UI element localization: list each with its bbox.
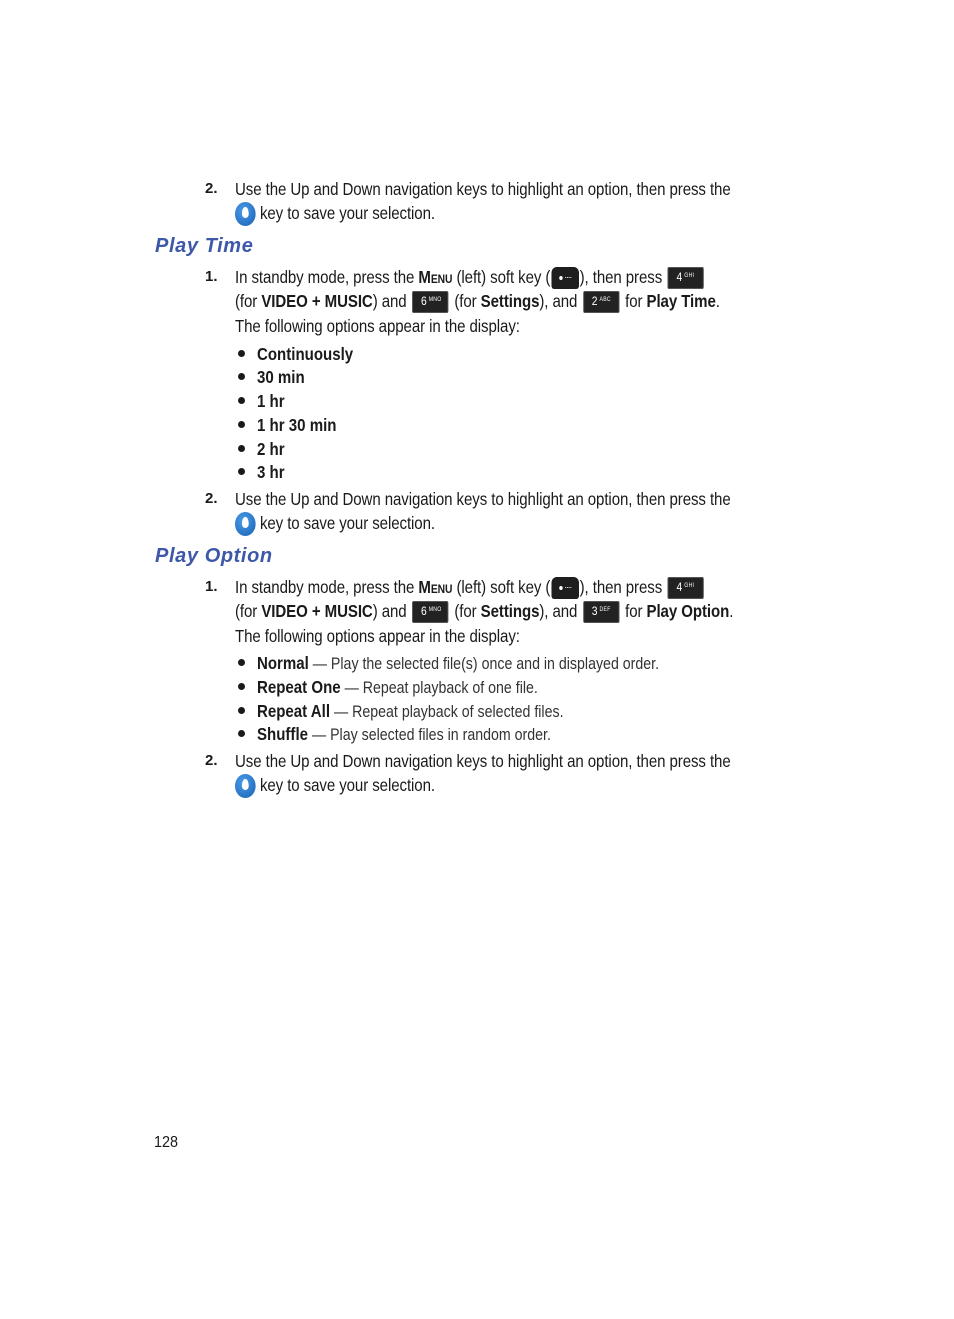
step-text: The following options appear in the display:: [235, 626, 520, 646]
bullet-icon: [238, 373, 245, 380]
section-heading-play-option: Play Option: [155, 545, 273, 567]
bullet-icon: [238, 707, 245, 714]
page-number: 128: [154, 1134, 179, 1151]
step-number: 1.: [205, 578, 218, 595]
option-item: Normal — Play the selected file(s) once and in displayed order.: [257, 653, 660, 673]
option-item: Continuously: [257, 344, 354, 364]
step-text: In standby mode, press the Menu (left) soft key ( ), then press 4 GHI: [235, 266, 706, 289]
bullet-icon: [238, 683, 245, 690]
bullet-icon: [238, 397, 245, 404]
step-number: 2.: [205, 180, 218, 197]
option-item: 1 hr 30 min: [257, 415, 337, 435]
bullet-icon: [238, 421, 245, 428]
option-item: Shuffle — Play selected files in random order.: [257, 724, 551, 744]
option-item: 30 min: [257, 367, 305, 387]
bullet-icon: [238, 659, 245, 666]
step-text: In standby mode, press the Menu (left) soft key ( ), then press 4 GHI: [235, 576, 706, 599]
option-item: 3 hr: [257, 462, 285, 482]
ok-key-icon: [235, 774, 256, 798]
key-2-icon: 2 ABC: [583, 291, 619, 313]
step-text: (for VIDEO + MUSIC) and 6 MNO (for Settings), and 2 ABC for Play Time.: [235, 290, 720, 313]
key-6-icon: 6 MNO: [412, 291, 448, 313]
key-3-icon: 3 DEF: [583, 601, 619, 623]
left-soft-key-icon: [551, 577, 579, 599]
option-item: 1 hr: [257, 391, 285, 411]
key-6-icon: 6 MNO: [412, 601, 448, 623]
bullet-icon: [238, 730, 245, 737]
option-item: Repeat All — Repeat playback of selected files.: [257, 701, 564, 721]
step-text: Use the Up and Down navigation keys to highlight an option, then press the: [235, 751, 731, 771]
bullet-icon: [238, 445, 245, 452]
bullet-icon: [238, 468, 245, 475]
step-number: 2.: [205, 752, 218, 769]
option-item: 2 hr: [257, 439, 285, 459]
step-number: 1.: [205, 268, 218, 285]
key-4-icon: 4 GHI: [668, 267, 704, 289]
step-text: key to save your selection.: [235, 202, 435, 226]
step-text: (for VIDEO + MUSIC) and 6 MNO (for Settings), and 3 DEF for Play Option.: [235, 600, 733, 623]
ok-key-icon: [235, 512, 256, 536]
step-text: Use the Up and Down navigation keys to highlight an option, then press the: [235, 489, 731, 509]
step-text: The following options appear in the display:: [235, 316, 520, 336]
step-text: key to save your selection.: [235, 512, 435, 536]
left-soft-key-icon: [551, 267, 579, 289]
step-text: Use the Up and Down navigation keys to highlight an option, then press the: [235, 179, 731, 199]
option-item: Repeat One — Repeat playback of one file.: [257, 677, 538, 697]
key-4-icon: 4 GHI: [668, 577, 704, 599]
step-text: key to save your selection.: [235, 774, 435, 798]
ok-key-icon: [235, 202, 256, 226]
step-number: 2.: [205, 490, 218, 507]
section-heading-play-time: Play Time: [155, 235, 254, 257]
bullet-icon: [238, 350, 245, 357]
